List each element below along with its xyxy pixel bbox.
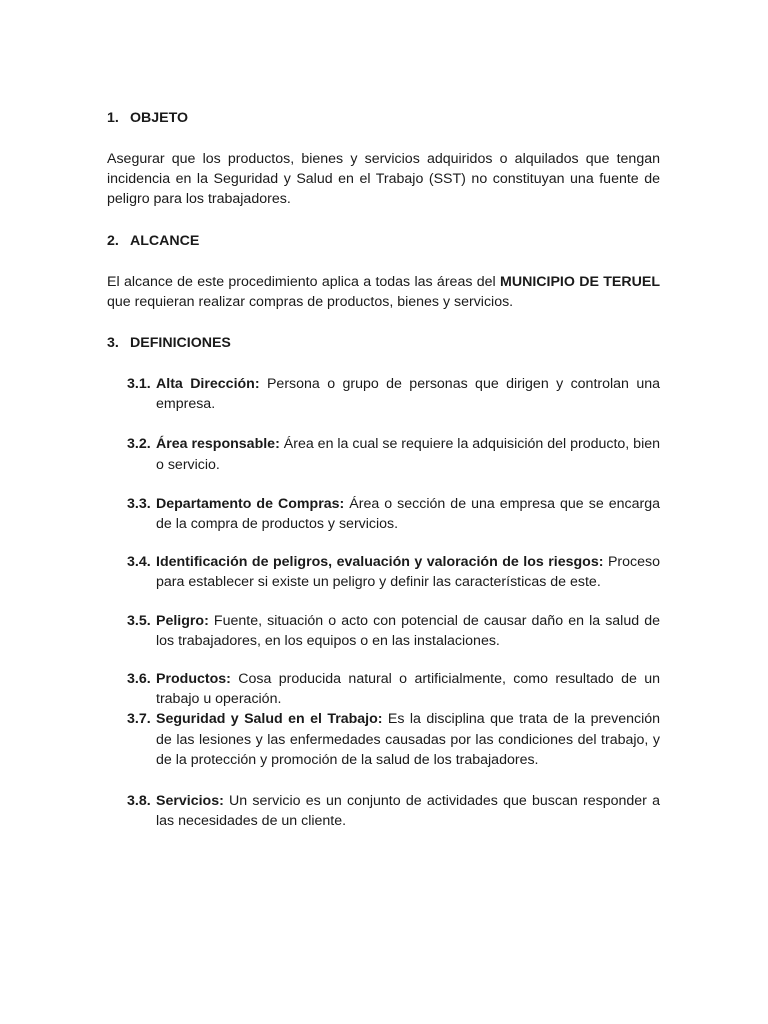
- definition-text: Proceso para establecer si existe un peligro y definir las características de este.: [156, 554, 660, 591]
- definition-number: 3.4.: [127, 554, 151, 571]
- definition-body: [156, 434, 660, 474]
- definition-item: [107, 791, 660, 831]
- definition-body: [156, 709, 660, 770]
- definition-term: Alta Dirección:: [156, 376, 260, 393]
- definition-number: 3.8.: [127, 793, 151, 810]
- definition-item: [107, 552, 660, 592]
- definition-number: 3.1.: [127, 376, 151, 393]
- section-number: 2.: [107, 232, 119, 249]
- definition-term: Área responsable:: [156, 436, 280, 453]
- section-number: 1.: [107, 110, 119, 126]
- definition-text: Cosa producida natural o artificialmente, como resultado de un trabajo u operación.: [156, 671, 660, 708]
- definition-text: Área o sección de una empresa que se encarga de la compra de productos y servicios.: [156, 495, 661, 533]
- section-heading-definiciones: [107, 333, 660, 353]
- definition-term: Peligro:: [156, 612, 209, 629]
- definition-text: Un servicio es un conjunto de actividades que buscan responder a las necesidades de un cliente.: [156, 793, 660, 830]
- definition-text: Es la disciplina que trata de la prevención de las lesiones y las enfermedades causadas por las condiciones del trabajo, y de la protección y promoción de la salud de los trabajadores.: [156, 711, 661, 768]
- objeto-paragraph: Asegurar que los productos, bienes y servicios adquiridos o alquilados que tengan incidencia en la Seguridad y Salud en el Trabajo (SST) no constituyan una fuente de peligro para los trabajadores.: [107, 151, 660, 208]
- section-heading-alcance: [107, 231, 660, 251]
- definition-number: 3.7.: [127, 711, 151, 728]
- definition-term: Productos:: [156, 671, 231, 688]
- definition-term: Servicios:: [156, 793, 224, 810]
- definition-term: Seguridad y Salud en el Trabajo:: [156, 711, 383, 728]
- alcance-paragraph: [107, 272, 660, 312]
- municipality-name: MUNICIPIO DE TERUEL: [500, 273, 660, 290]
- document-body: [107, 108, 660, 831]
- definition-number: 3.2.: [127, 436, 151, 453]
- definition-number: 3.6.: [127, 671, 151, 688]
- definition-text: Fuente, situación o acto con potencial de causar daño en la salud de los trabajadores, en los equipos o en las instalaciones.: [156, 612, 660, 649]
- definition-term: Identificación de peligros, evaluación y valoración de los riesgos:: [156, 554, 604, 571]
- definition-body: [156, 494, 660, 534]
- alcance-text-end: que requieran realizar compras de productos, bienes y servicios.: [107, 293, 514, 310]
- section-heading-objeto: [107, 108, 660, 128]
- definition-body: [156, 374, 660, 414]
- definition-number: 3.3.: [127, 495, 151, 512]
- definition-number: 3.5.: [127, 612, 151, 629]
- definition-item: [107, 669, 660, 709]
- definition-item: [107, 434, 660, 474]
- alcance-text-start: El alcance de este procedimiento aplica a todas las áreas del: [107, 273, 501, 290]
- definition-item: [107, 611, 660, 651]
- section-number: 3.: [107, 335, 119, 352]
- definition-item: [107, 494, 660, 534]
- section-title: DEFINICIONES: [130, 335, 231, 352]
- definition-body: [156, 552, 660, 592]
- definition-term: Departamento de Compras:: [156, 495, 345, 512]
- definition-item: [107, 374, 660, 414]
- definition-item: [107, 709, 660, 770]
- definition-body: [156, 611, 660, 651]
- definition-body: [156, 669, 660, 709]
- definition-text: Persona o grupo de personas que dirigen y controlan una empresa.: [156, 376, 660, 413]
- section-title: OBJETO: [130, 110, 189, 126]
- definition-body: [156, 791, 660, 831]
- section-title: ALCANCE: [130, 232, 200, 249]
- definition-text: Área en la cual se requiere la adquisición del producto, bien o servicio.: [156, 436, 661, 473]
